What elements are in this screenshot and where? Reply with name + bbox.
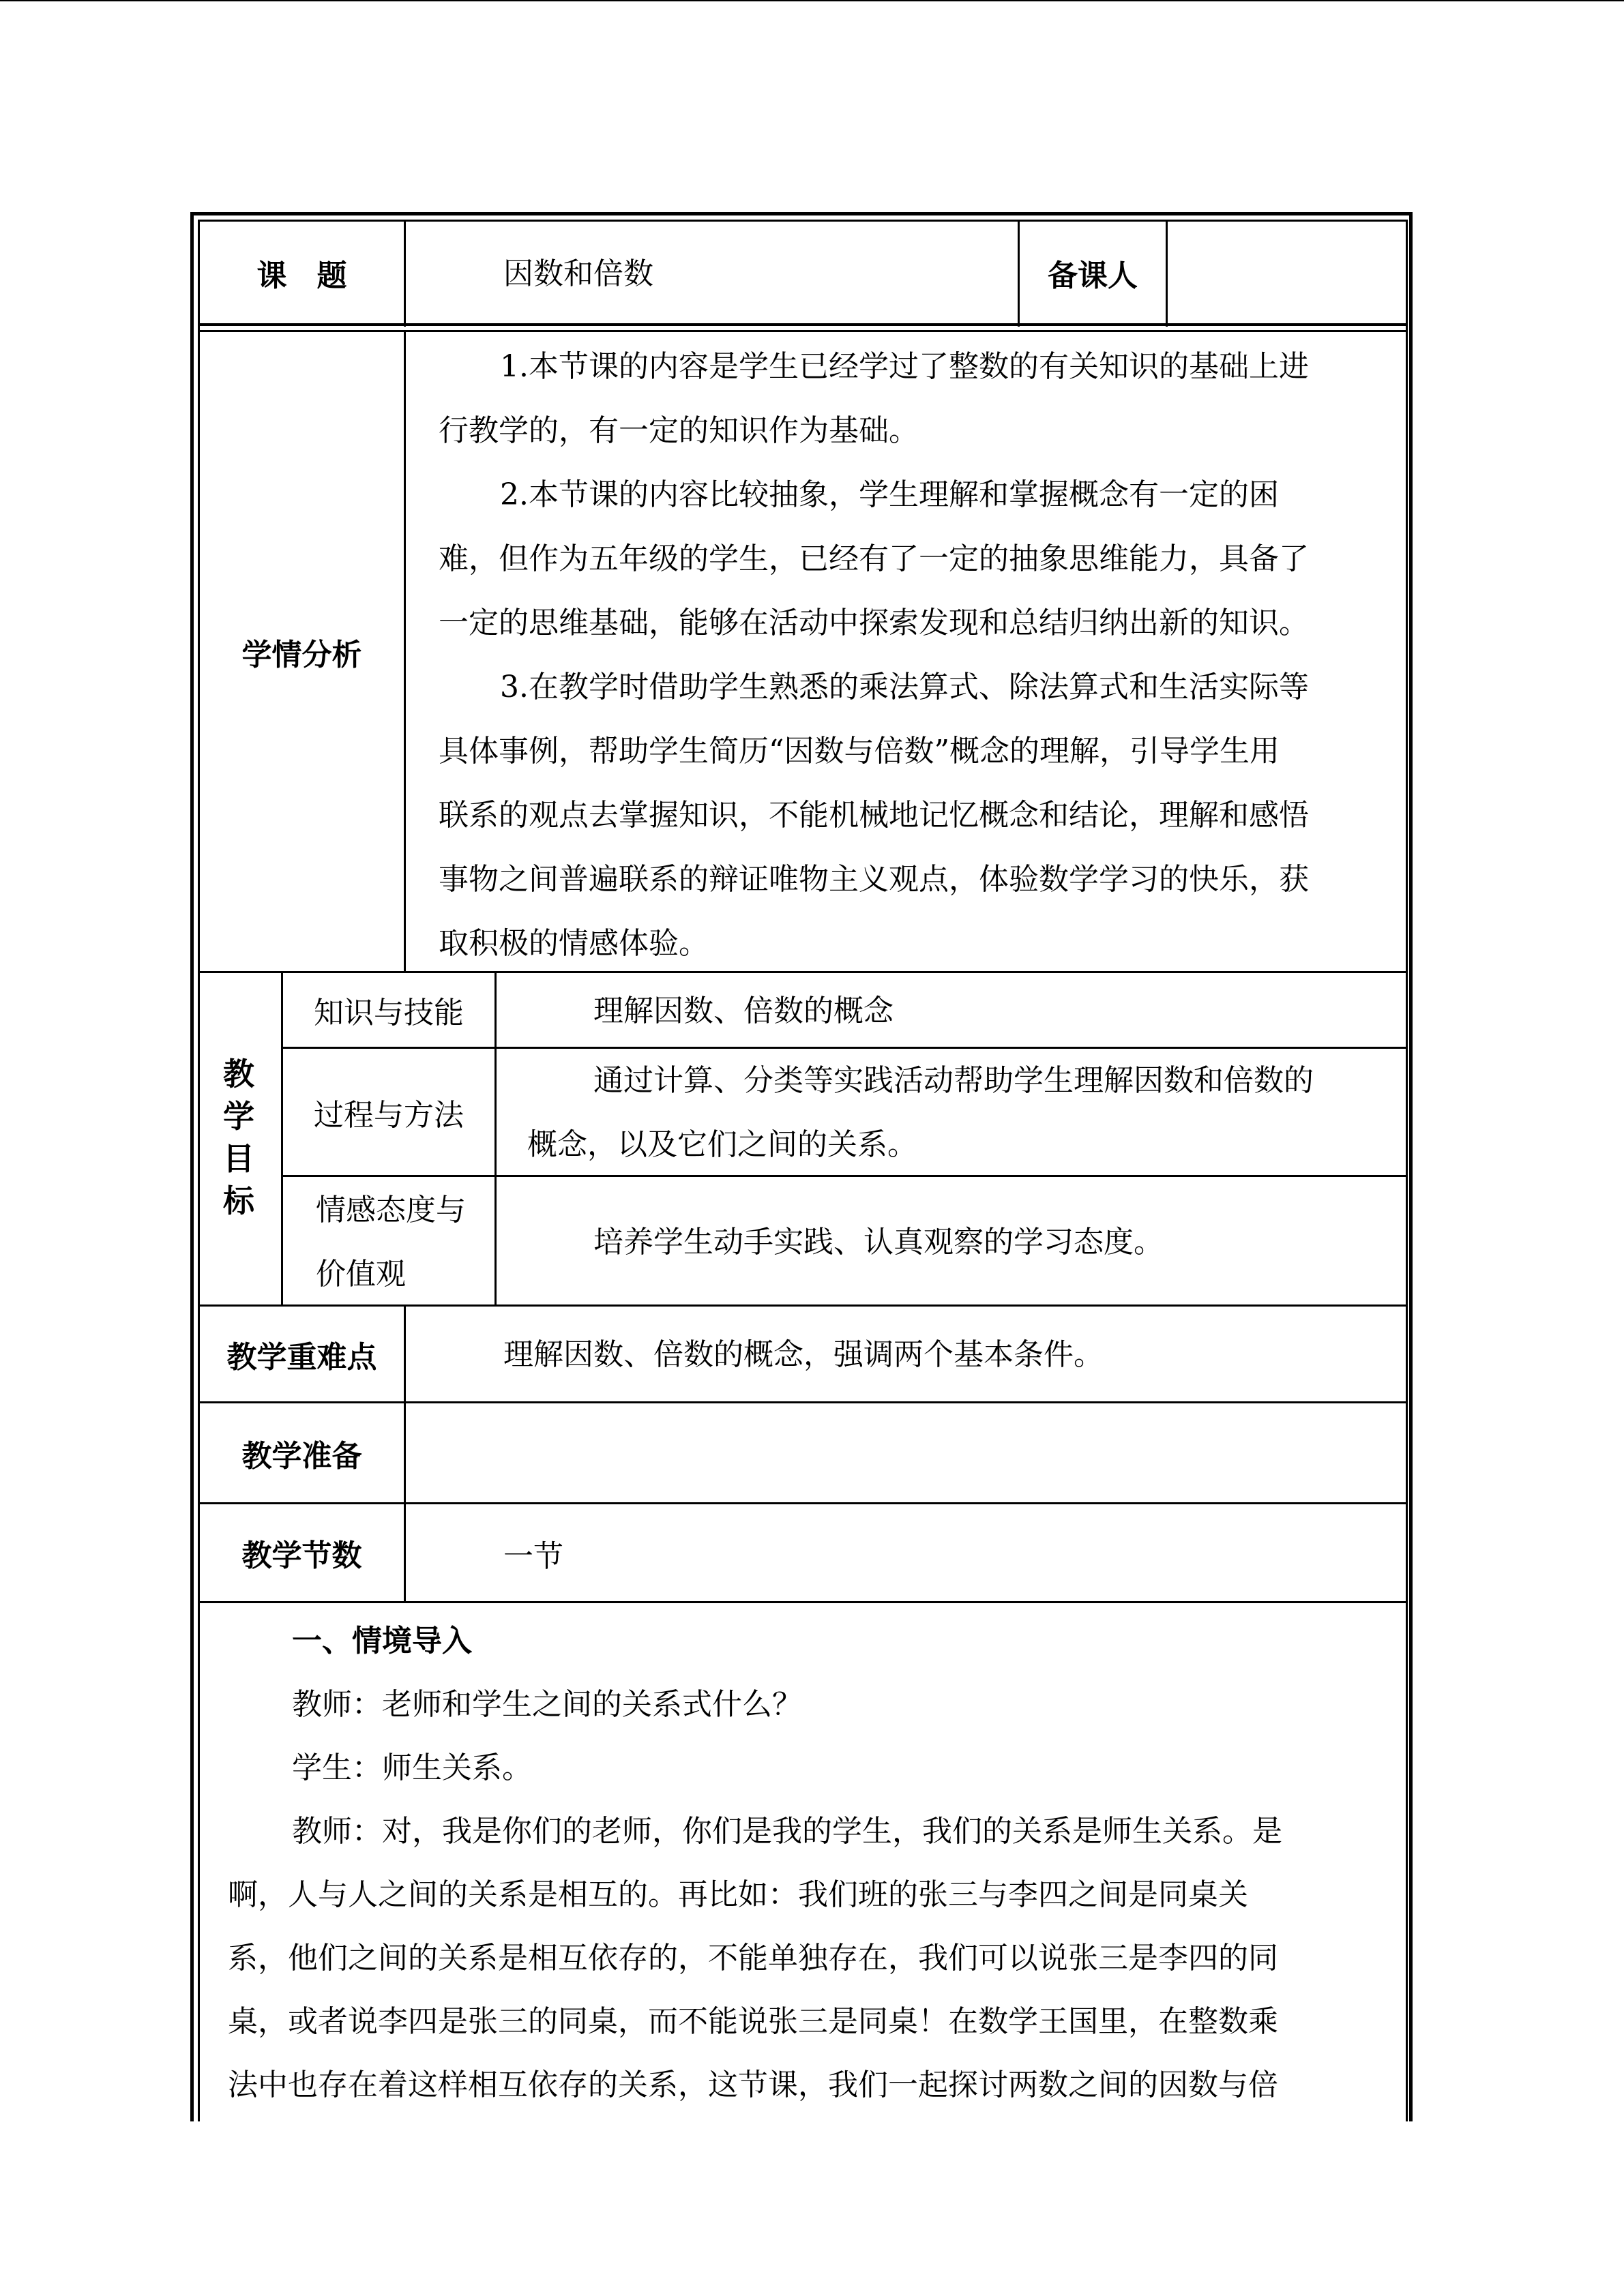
process-line: 桌，或者说李四是张三的同桌，而不能说张三是同桌！在数学王国里，在整数乘 [228,2004,1278,2039]
analysis-line: 一定的思维基础，能够在活动中探索发现和总结归纳出新的知识。 [439,606,1309,640]
col-divider-preparer-right [1166,220,1168,327]
process-line: 啊，人与人之间的关系是相互的。再比如：我们班的张三与李四之间是同桌关 [228,1877,1248,1912]
rule-periods-bottom [198,1601,1408,1603]
preparation-label: 教学准备 [241,1438,362,1474]
topic-value: 因数和倍数 [503,256,653,291]
process-line: 教师：老师和学生之间的关系式什么？ [292,1687,802,1722]
analysis-label: 学情分析 [241,637,362,672]
process-value-line: 概念，以及它们之间的关系。 [527,1127,917,1162]
knowledge-label: 知识与技能 [314,996,464,1030]
process-line: 系，他们之间的关系是相互依存的，不能单独存在，我们可以说张三是李四的同 [228,1941,1278,1976]
attitude-value: 培养学生动手实践、认真观察的学习态度。 [593,1225,1164,1259]
process-line: 法中也存在着这样相互依存的关系，这节课，我们一起探讨两数之间的因数与倍 [228,2068,1278,2102]
process-label: 过程与方法 [314,1097,464,1133]
analysis-line: 事物之间普遍联系的辩证唯物主义观点，体验数学学习的快乐，获 [439,862,1309,897]
analysis-line: 联系的观点去掌握知识，不能机械地记忆概念和结论，理解和感悟 [439,798,1309,833]
keypoints-label: 教学重难点 [226,1339,377,1375]
col-divider-objectives-label [494,972,497,1305]
col-label-divider-bottom [404,1305,406,1602]
analysis-line: 难，但作为五年级的学生，已经有了一定的抽象思维能力，具备了 [439,541,1309,576]
objectives-vertical-label [218,1053,259,1222]
process-line: 学生：师生关系。 [292,1750,532,1785]
analysis-line: 2.本节课的内容比较抽象，学生理解和掌握概念有一定的困 [500,477,1279,512]
analysis-line: 行教学的，有一定的知识作为基础。 [439,413,919,448]
process-value-line: 通过计算、分类等实践活动帮助学生理解因数和倍数的 [593,1063,1314,1098]
topic-label: 课 题 [256,258,347,293]
col-label-divider-analysis [404,332,406,972]
objectives-char: 目 [223,1140,254,1177]
analysis-line: 3.在教学时借助学生熟悉的乘法算式、除法算式和生活实际等 [500,670,1309,704]
preparer-label: 备课人 [1048,258,1138,293]
page-top-border [0,0,1624,1]
knowledge-value: 理解因数、倍数的概念 [593,994,894,1028]
analysis-line: 具体事例，帮助学生简历“因数与倍数”概念的理解，引导学生用 [439,734,1280,769]
objectives-char: 学 [223,1098,254,1135]
process-heading: 一、情境导入 [292,1624,472,1658]
col-label-divider-header [404,220,406,327]
periods-label: 教学节数 [241,1538,362,1573]
analysis-line: 1.本节课的内容是学生已经学过了整数的有关知识的基础上进 [500,349,1309,384]
process-line: 教师：对，我是你们的老师，你们是我的学生，我们的关系是师生关系。是 [292,1814,1282,1849]
analysis-line: 取积极的情感体验。 [439,926,709,961]
attitude-label-line: 情感态度与 [316,1193,466,1227]
keypoints-value: 理解因数、倍数的概念，强调两个基本条件。 [503,1337,1104,1372]
objectives-char: 标 [223,1182,254,1219]
attitude-label-line: 价值观 [316,1257,406,1292]
periods-value: 一节 [503,1539,563,1574]
objectives-char: 教 [223,1056,254,1092]
